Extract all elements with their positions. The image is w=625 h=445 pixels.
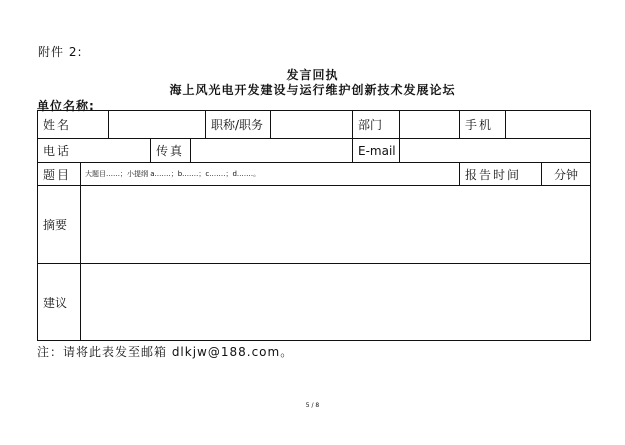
suggestion-label: 建议 xyxy=(38,264,81,340)
fax-label: 传真 xyxy=(151,139,191,163)
department-label: 部门 xyxy=(353,111,400,139)
abstract-field[interactable] xyxy=(81,186,590,264)
name-label: 姓名 xyxy=(38,111,109,139)
email-field[interactable] xyxy=(400,139,590,163)
annex-label: 附件 2: xyxy=(38,45,83,59)
page-number: 5 / 8 xyxy=(305,402,320,409)
suggestion-field[interactable] xyxy=(81,264,590,340)
topic-label: 题目 xyxy=(38,163,81,186)
forum-title: 海上风光电开发建设与运行维护创新技术发展论坛 xyxy=(169,83,456,97)
fax-field[interactable] xyxy=(191,139,353,163)
reply-title: 发言回执 xyxy=(286,68,339,82)
footnote: 注：请将此表发至邮箱 dlkjw@188.com。 xyxy=(37,345,294,359)
report-time-label: 报告时间 xyxy=(460,163,542,186)
phone-label: 电话 xyxy=(38,139,151,163)
name-field[interactable] xyxy=(109,111,206,139)
title-field[interactable] xyxy=(271,111,353,139)
email-label: E-mail xyxy=(353,139,400,163)
abstract-label: 摘要 xyxy=(38,186,81,264)
minutes-label: 分钟 xyxy=(542,163,590,186)
topic-field[interactable]: 大题目……；小提纲 a.……；b.……；c.……；d.……。 xyxy=(81,163,460,186)
title-label: 职称/职务 xyxy=(206,111,271,139)
unit-name-label: 单位名称: xyxy=(37,99,95,113)
reply-form-table xyxy=(37,110,591,341)
mobile-label: 手机 xyxy=(460,111,506,139)
mobile-field[interactable] xyxy=(506,111,590,139)
department-field[interactable] xyxy=(400,111,460,139)
